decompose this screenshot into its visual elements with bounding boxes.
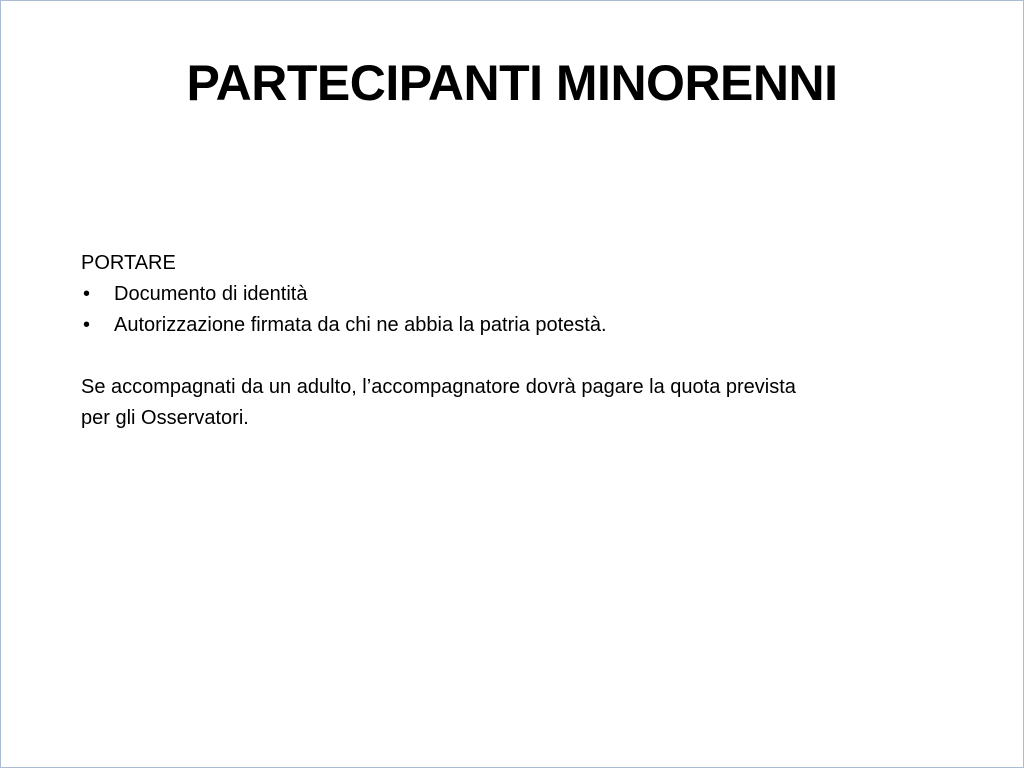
bullet-icon: • (83, 283, 91, 305)
slide-title: PARTECIPANTI MINORENNI (186, 55, 838, 111)
intro-label: PORTARE (81, 252, 176, 274)
bullet-item-document (81, 279, 941, 310)
bullet-item-authorization (81, 310, 941, 341)
paragraph-spacer (81, 341, 941, 372)
slide-body (81, 248, 941, 434)
bullet-text: Documento di identità (114, 283, 308, 305)
paragraph-line-2: per gli Osservatori. (81, 407, 249, 429)
paragraph-line-1: Se accompagnati da un adulto, l’accompagnatore dovrà pagare la quota prevista (81, 376, 796, 398)
bullet-text: Autorizzazione firmata da chi ne abbia la patria potestà. (114, 314, 607, 336)
bullet-icon: • (83, 314, 91, 336)
